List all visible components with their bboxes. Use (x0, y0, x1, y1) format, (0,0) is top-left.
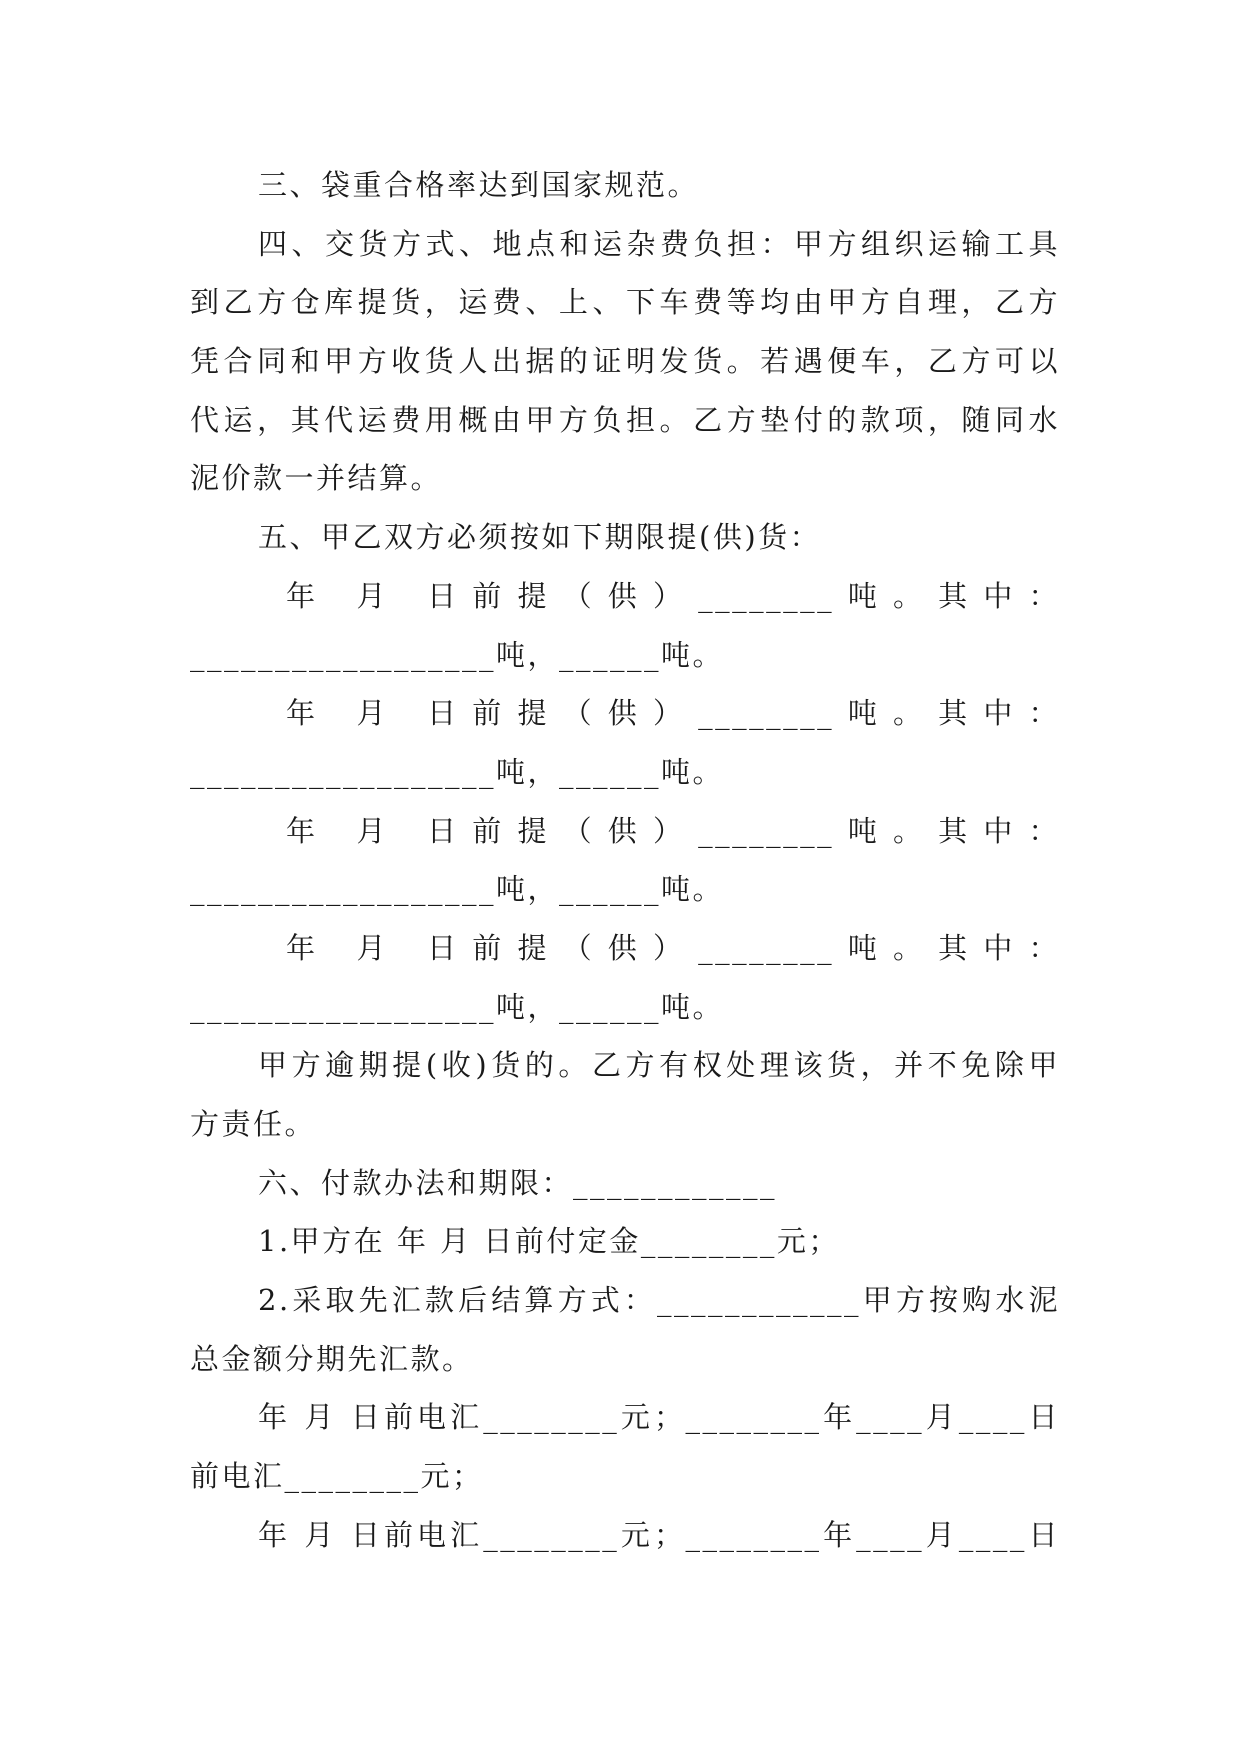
delivery-schedule-entry (190, 919, 1060, 1036)
text-line: 1.甲方在 年 月 日前付定金________元； (258, 1224, 840, 1259)
remittance-schedule-entry (190, 1506, 1060, 1565)
remittance-schedule-entry (190, 1388, 1060, 1505)
text-line: __________________吨，______吨。 (190, 637, 725, 672)
clause-6-payment-heading (190, 1154, 1060, 1213)
clause-5-schedule-heading (190, 508, 1060, 567)
text-line: 年 月 日前提（供）________吨。其中： (286, 578, 1060, 613)
text-line: 六、付款办法和期限：____________ (258, 1165, 778, 1200)
text-line: 凭合同和甲方收货人出据的证明发货。若遇便车，乙方可以 (190, 344, 1060, 379)
delivery-schedule-entry (190, 684, 1060, 801)
late-pickup-note (190, 1036, 1060, 1153)
text-body (190, 156, 1060, 1565)
text-line: 甲方逾期提(收)货的。乙方有权处理该货，并不免除甲 (258, 1048, 1060, 1083)
text-line: 年 月 日前提（供）________吨。其中： (286, 930, 1060, 965)
text-line: 泥价款一并结算。 (190, 461, 443, 496)
delivery-schedule-entry (190, 802, 1060, 919)
delivery-schedule-entry (190, 567, 1060, 684)
text-line: 三、袋重合格率达到国家规范。 (258, 168, 700, 202)
text-line: 方责任。 (190, 1107, 317, 1141)
text-line: 五、甲乙双方必须按如下期限提(供)货： (258, 520, 822, 555)
text-line: 总金额分期先汇款。 (190, 1341, 474, 1376)
text-line: 四、交货方式、地点和运杂费负担：甲方组织运输工具 (258, 226, 1060, 261)
text-line: 年 月 日前提（供）________吨。其中： (286, 696, 1060, 731)
text-line: 到乙方仓库提货，运费、上、下车费等均由甲方自理，乙方 (190, 285, 1060, 320)
text-line: 前电汇________元； (190, 1459, 484, 1494)
text-line: 2.采取先汇款后结算方式：____________甲方按购水泥 (258, 1283, 1060, 1318)
text-line: 代运，其代运费用概由甲方负担。乙方垫付的款项，随同水 (190, 402, 1060, 437)
text-line: 年 月 日前电汇________元；________年____月____日 (258, 1517, 1060, 1552)
payment-item-deposit (190, 1212, 1060, 1271)
text-line: 年 月 日前电汇________元；________年____月____日 (258, 1400, 1060, 1435)
clause-3-bag-weight (190, 156, 1060, 215)
text-line: __________________吨，______吨。 (190, 872, 725, 907)
text-line: __________________吨，______吨。 (190, 989, 725, 1024)
text-line: 年 月 日前提（供）________吨。其中： (286, 813, 1060, 848)
clause-4-delivery-terms (190, 215, 1060, 508)
text-line: __________________吨，______吨。 (190, 754, 725, 789)
payment-item-remittance (190, 1271, 1060, 1388)
